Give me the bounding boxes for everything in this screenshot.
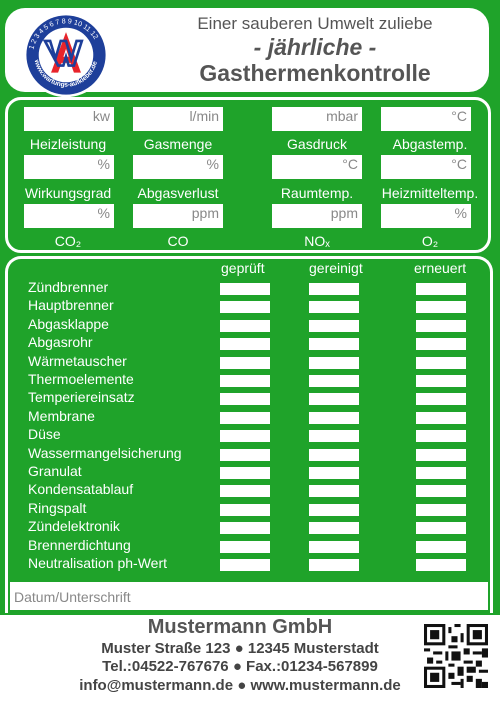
signature-field[interactable] (10, 582, 488, 610)
measurement-input[interactable] (133, 107, 223, 131)
checklist-checkbox-replaced[interactable] (416, 320, 466, 332)
checklist-checkbox-replaced[interactable] (416, 467, 466, 479)
checklist-checkbox-replaced[interactable] (416, 283, 466, 295)
checklist-item-label: Düse (28, 426, 61, 443)
measurement-unit: % (97, 156, 110, 172)
company-name: Mustermann GmbH (147, 616, 333, 638)
checklist-checkbox-cleaned[interactable] (309, 467, 359, 479)
checklist-item-label: Kondensatablauf (28, 481, 134, 498)
checklist-checkbox-checked[interactable] (220, 541, 270, 553)
checklist-checkbox-cleaned[interactable] (309, 430, 359, 442)
address-line: Muster Straße 123 ● 12345 Musterstadt (101, 640, 379, 657)
column-header-cleaned: gereinigt (309, 260, 363, 276)
measurement-unit: % (454, 205, 467, 221)
measurement-input[interactable] (272, 107, 362, 131)
checklist-checkbox-checked[interactable] (220, 283, 270, 295)
measurement-unit: °C (342, 156, 358, 172)
measurement-unit: ppm (330, 205, 358, 221)
checklist-checkbox-replaced[interactable] (416, 559, 466, 571)
measurement-input[interactable] (24, 155, 114, 179)
checklist-checkbox-checked[interactable] (220, 504, 270, 516)
checklist-item-label: Membrane (28, 407, 95, 424)
measurement-label: Abgastemp. (392, 136, 468, 152)
checklist-checkbox-checked[interactable] (220, 412, 270, 424)
checklist-checkbox-checked[interactable] (220, 338, 270, 350)
checklist-checkbox-cleaned[interactable] (309, 485, 359, 497)
checklist-item-label: Abgasrohr (28, 334, 93, 351)
checklist-item-label: Hauptbrenner (28, 297, 114, 314)
measurement-input[interactable] (24, 204, 114, 228)
measurement-label: NOₓ (304, 233, 330, 249)
measurement-unit: °C (451, 156, 467, 172)
checklist-checkbox-cleaned[interactable] (309, 559, 359, 571)
measurement-input[interactable] (24, 107, 114, 131)
logo-url-text: www.wartungs-aufkleber.de (32, 59, 99, 89)
measurement-input[interactable] (381, 204, 471, 228)
measurement-label: Heizmitteltemp. (381, 185, 479, 201)
measurement-input[interactable] (133, 204, 223, 228)
checklist-item-label: Zündbrenner (28, 279, 109, 295)
measurement-unit: % (97, 205, 110, 221)
checklist-checkbox-replaced[interactable] (416, 430, 466, 442)
checklist-checkbox-cleaned[interactable] (309, 504, 359, 516)
checklist-checkbox-checked[interactable] (220, 375, 270, 387)
company-logo (22, 11, 110, 99)
measurement-label: Abgasverlust (137, 185, 219, 201)
checklist-checkbox-replaced[interactable] (416, 301, 466, 313)
checklist-checkbox-checked[interactable] (220, 301, 270, 313)
checklist-checkbox-cleaned[interactable] (309, 522, 359, 534)
measurement-unit: mbar (326, 108, 358, 124)
checklist-checkbox-cleaned[interactable] (309, 541, 359, 553)
page-title: Gasthermenkontrolle (199, 60, 431, 86)
checklist-checkbox-checked[interactable] (220, 559, 270, 571)
phone-line: Tel.:04522-767676 ● Fax.:01234-567899 (102, 658, 378, 675)
checklist-checkbox-replaced[interactable] (416, 504, 466, 516)
measurement-input[interactable] (272, 155, 362, 179)
checklist-checkbox-replaced[interactable] (416, 485, 466, 497)
checklist-checkbox-replaced[interactable] (416, 357, 466, 369)
measurement-unit: % (206, 156, 219, 172)
checklist-checkbox-cleaned[interactable] (309, 412, 359, 424)
slogan: Einer sauberen Umwelt zuliebe (197, 14, 433, 33)
checklist-checkbox-replaced[interactable] (416, 338, 466, 350)
checklist-item-label: Granulat (28, 463, 82, 479)
measurement-unit: °C (451, 108, 467, 124)
qr-code-icon[interactable] (424, 624, 488, 688)
measurement-label: CO₂ (54, 233, 82, 249)
checklist-checkbox-checked[interactable] (220, 522, 270, 534)
checklist-checkbox-checked[interactable] (220, 467, 270, 479)
checklist-checkbox-replaced[interactable] (416, 449, 466, 461)
measurement-label: Gasdruck (287, 136, 347, 152)
checklist-checkbox-replaced[interactable] (416, 522, 466, 534)
measurement-input[interactable] (381, 155, 471, 179)
checklist-checkbox-cleaned[interactable] (309, 375, 359, 387)
logo-ring-numbers-text: 1 2 3 4 5 6 7 8 9 10 11 12 (28, 18, 99, 51)
web-line[interactable]: info@mustermann.de ● www.mustermann.de (79, 677, 401, 694)
measurement-unit: l/min (189, 108, 219, 124)
checklist-item-label: Brennerdichtung (28, 536, 131, 553)
measurement-input[interactable] (272, 204, 362, 228)
checklist-checkbox-replaced[interactable] (416, 375, 466, 387)
signature-label: Datum/Unterschrift (14, 589, 131, 605)
measurement-input[interactable] (381, 107, 471, 131)
checklist-item-label: Temperiereinsatz (28, 389, 135, 406)
checklist-item-label: Wassermangelsicherung (28, 444, 182, 461)
measurement-input[interactable] (133, 155, 223, 179)
checklist-item-label: Neutralisation ph-Wert (28, 555, 168, 571)
checklist-item-label: Abgasklappe (28, 315, 109, 332)
checklist-item-label: Zündelektronik (28, 518, 120, 535)
checklist-checkbox-checked[interactable] (220, 393, 270, 405)
measurement-label: Heizleistung (29, 136, 107, 152)
checklist-checkbox-checked[interactable] (220, 485, 270, 497)
checklist-checkbox-cleaned[interactable] (309, 357, 359, 369)
measurement-label: O₂ (421, 233, 439, 249)
checklist-checkbox-checked[interactable] (220, 320, 270, 332)
measurement-label: CO (167, 233, 189, 249)
checklist-checkbox-cleaned[interactable] (309, 393, 359, 405)
subtitle: - jährliche - (253, 34, 377, 60)
checklist-checkbox-replaced[interactable] (416, 541, 466, 553)
checklist-item-label: Ringspalt (28, 499, 87, 516)
checklist-item-label: Wärmetauscher (28, 352, 127, 369)
measurement-unit: kw (92, 108, 110, 124)
measurement-label: Raumtemp. (280, 185, 354, 201)
checklist-checkbox-cleaned[interactable] (309, 301, 359, 313)
checklist-checkbox-cleaned[interactable] (309, 449, 359, 461)
checklist-checkbox-cleaned[interactable] (309, 338, 359, 350)
measurement-label: Wirkungsgrad (24, 185, 112, 201)
checklist-checkbox-checked[interactable] (220, 430, 270, 442)
column-header-checked: geprüft (221, 260, 265, 276)
measurement-unit: ppm (191, 205, 219, 221)
checklist-checkbox-replaced[interactable] (416, 412, 466, 424)
checklist-item-label: Thermoelemente (28, 371, 134, 387)
checklist-checkbox-cleaned[interactable] (309, 283, 359, 295)
checklist-checkbox-checked[interactable] (220, 449, 270, 461)
checklist-checkbox-replaced[interactable] (416, 393, 466, 405)
checklist-checkbox-cleaned[interactable] (309, 320, 359, 332)
column-header-replaced: erneuert (414, 260, 467, 276)
measurement-label: Gasmenge (143, 136, 213, 152)
checklist-checkbox-checked[interactable] (220, 357, 270, 369)
